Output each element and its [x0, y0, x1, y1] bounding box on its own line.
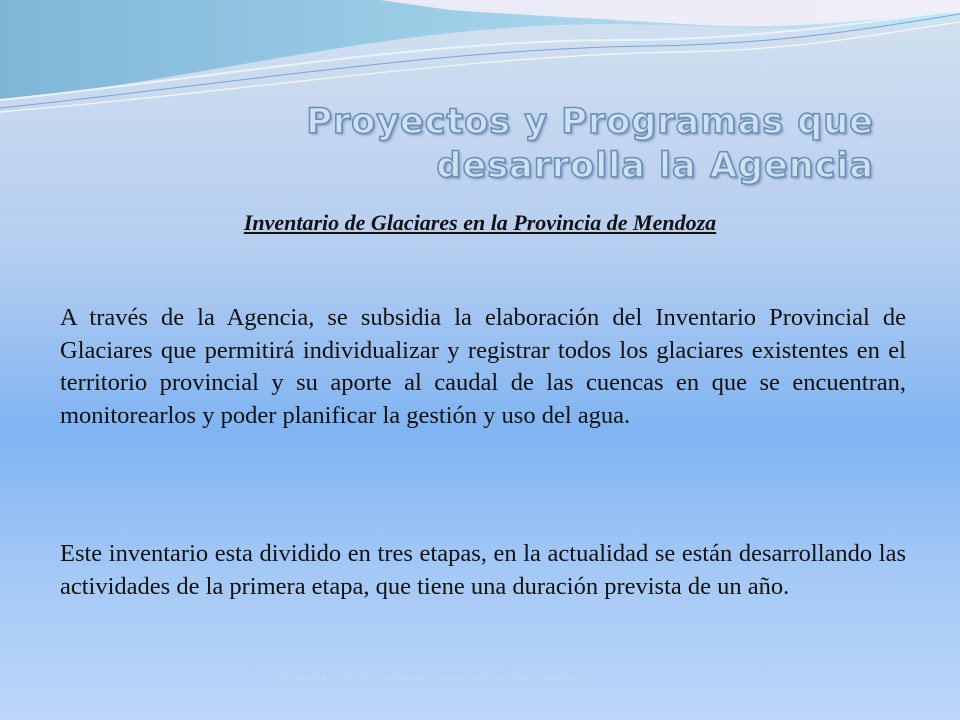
body-paragraph-2: Este inventario esta dividido en tres etapas, en la actualidad se están desarrollando las actividades de la primera etapa, que tiene una duración prevista de un año.: [60, 540, 906, 600]
body-paragraph-1: A través de la Agencia, se subsidia la elaboración del Inventario Provincial de Glaciares que permitirá individualizar y registrar todos los glaciares existentes en el territorio provincial y su aporte al caudal de las cuencas en que se encuentran, monitorearlos y poder planificar la gestión y uso del agua.: [60, 304, 906, 429]
slide-title: Proyectos y Programas que desarrolla la Agencia: [306, 102, 874, 186]
slide-subtitle: Inventario de Glaciares en la Provincia de Mendoza: [243, 210, 717, 235]
slide-footer: Secretaría de Medio Ambiente - Agencia de Cambio Climático: [278, 669, 580, 683]
